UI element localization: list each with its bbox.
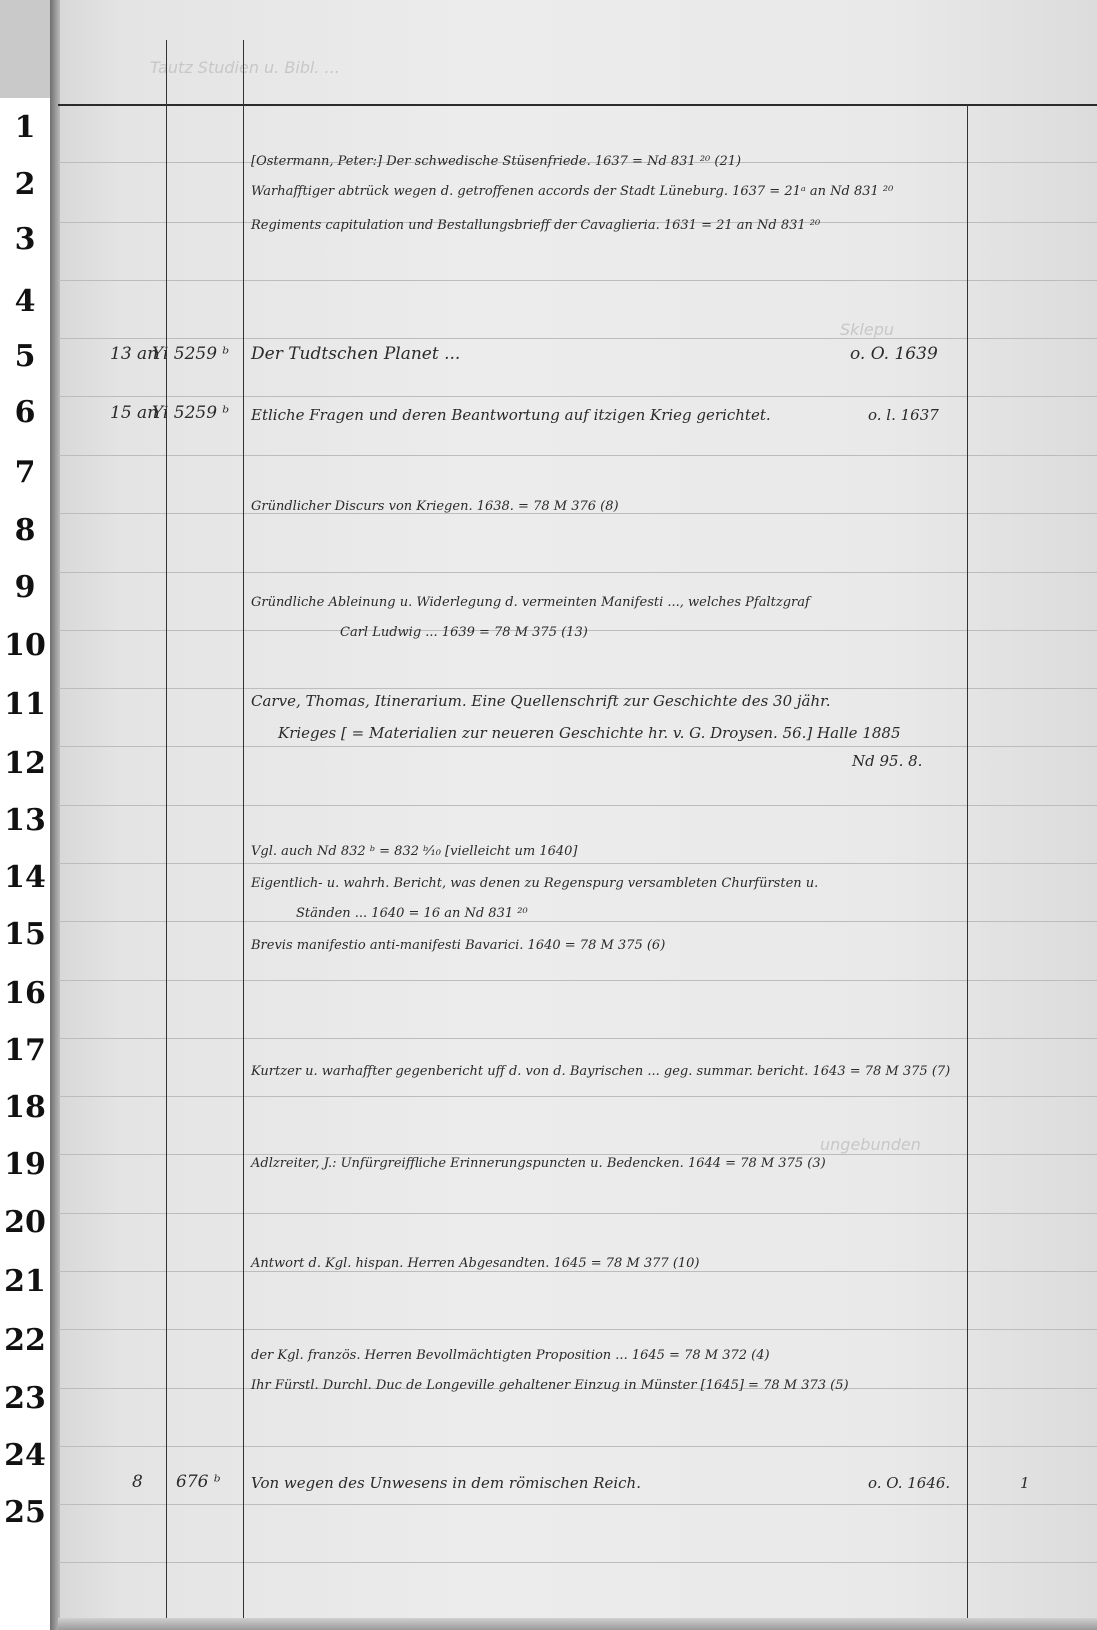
entry-date: o. l. 1637 [868,406,939,424]
ledger-line [58,1038,1097,1039]
catalog-entry: Adlzreiter, J.: Unfürgreiffliche Erinnerungspuncten u. Bedencken. 1644 = 78 M 375 (3) [251,1156,826,1171]
ledger-line [58,338,1097,339]
line-number: 20 [4,1205,46,1240]
shelfmark: Yi 5259 ᵇ [152,403,230,423]
entry-date: o. O. 1639 [850,344,938,364]
catalog-entry: der Kgl. französ. Herren Bevollmächtigten Proposition ... 1645 = 78 M 372 (4) [251,1348,770,1363]
line-number: 10 [4,628,46,663]
catalog-entry: Vgl. auch Nd 832 ᵇ = 832 ᵇ⁄₁₀ [vielleicht um 1640] [251,844,578,859]
line-number: 8 [14,513,36,548]
ledger-line [58,1271,1097,1272]
copy-count: 1 [1020,1474,1030,1492]
line-number: 1 [14,110,36,145]
line-number: 17 [4,1033,46,1068]
catalog-entry: Carl Ludwig ... 1639 = 78 M 375 (13) [340,625,588,640]
catalog-entry: Nd 95. 8. [852,752,923,770]
catalog-entry: Antwort d. Kgl. hispan. Herren Abgesandten. 1645 = 78 M 377 (10) [251,1256,700,1271]
line-number: 24 [4,1438,46,1473]
line-number: 6 [14,395,36,430]
ledger-line [58,1096,1097,1097]
ledger-line [58,980,1097,981]
catalog-entry: Eigentlich- u. wahrh. Bericht, was denen zu Regenspurg versambleten Churfürsten u. [251,876,819,891]
ledger-line [58,1213,1097,1214]
catalog-entry: Kurtzer u. warhaffter gegenbericht uff d. von d. Bayrischen ... geg. summar. bericht. 1643 = 78 M 375 (7) [251,1064,951,1079]
shelfmark: 676 ᵇ [176,1472,221,1492]
ledger-line [58,688,1097,689]
line-number: 14 [4,860,46,895]
line-number: 15 [4,917,46,952]
line-number: 13 [4,803,46,838]
catalog-entry: Gründlicher Discurs von Kriegen. 1638. = 78 M 376 (8) [251,499,619,514]
catalog-entry: Regiments capitulation und Bestallungsbrieff der Cavaglieria. 1631 = 21 an Nd 831 ²⁰ [251,218,821,233]
page-bottom-edge [58,1618,1097,1630]
ledger-line [58,1446,1097,1447]
line-number: 9 [14,570,36,605]
line-number-column [0,98,50,1630]
ledger-line [58,746,1097,747]
catalog-entry: [Ostermann, Peter:] Der schwedische Stüsenfriede. 1637 = Nd 831 ²⁰ (21) [251,154,742,169]
catalog-entry: Etliche Fragen und deren Beantwortung auf itzigen Krieg gerichtet. [251,406,771,424]
catalog-entry: Gründliche Ableinung u. Widerlegung d. vermeinten Manifesti ..., welches Pfaltzgraf [251,595,810,610]
catalog-entry: Ihr Fürstl. Durchl. Duc de Longeville gehaltener Einzug in Münster [1645] = 78 M 373 (5) [251,1378,849,1393]
ledger-line [58,280,1097,281]
line-number: 19 [4,1147,46,1182]
ledger-line [58,396,1097,397]
catalog-entry: Der Tudtschen Planet ... [251,344,461,364]
line-number: 25 [4,1495,46,1530]
bleedthrough-header: Tautz Studien u. Bibl. ... [150,58,340,77]
column-divider [967,104,968,1618]
column-divider [243,40,244,1618]
entry-date: o. O. 1646. [868,1474,951,1492]
ledger-header-rule [58,104,1097,106]
catalog-entry: Carve, Thomas, Itinerarium. Eine Quellenschrift zur Geschichte des 30 jähr. [251,692,831,710]
line-number: 16 [4,976,46,1011]
ledger-line [58,921,1097,922]
catalog-entry: Brevis manifestio anti-manifesti Bavarici. 1640 = 78 M 375 (6) [251,938,666,953]
catalog-entry: Von wegen des Unwesens in dem römischen Reich. [251,1474,641,1492]
bleedthrough-text: ungebunden [820,1135,921,1154]
line-number: 18 [4,1090,46,1125]
line-number: 21 [4,1264,46,1299]
line-number: 5 [14,339,36,374]
ledger-line [58,863,1097,864]
ledger-line [58,805,1097,806]
line-number: 22 [4,1323,46,1358]
line-number: 7 [14,455,36,490]
line-number: 12 [4,746,46,781]
catalog-entry: Warhafftiger abtrück wegen d. getroffenen accords der Stadt Lüneburg. 1637 = 21ᵃ an Nd 831 ²⁰ [251,184,894,199]
ledger-line [58,1329,1097,1330]
page-binding-edge [50,0,60,1630]
line-number: 4 [14,284,36,319]
entry-number: 13 an [110,344,159,364]
line-number: 11 [4,687,46,722]
ledger-line [58,455,1097,456]
ledger-line [58,1504,1097,1505]
line-number: 23 [4,1381,46,1416]
catalog-entry: Krieges [ = Materialien zur neueren Geschichte hr. v. G. Droysen. 56.] Halle 1885 [278,724,901,742]
column-divider [166,40,167,1618]
entry-number: 15 an [110,403,159,423]
ledger-line [58,1154,1097,1155]
line-number: 2 [14,167,36,202]
bleedthrough-text: Sklepu [840,320,895,339]
entry-number: 8 [132,1472,143,1492]
shelfmark: Yi 5259 ᵇ [152,344,230,364]
ledger-line [58,1562,1097,1563]
ledger-line [58,572,1097,573]
line-number: 3 [14,222,36,257]
catalog-entry: Ständen ... 1640 = 16 an Nd 831 ²⁰ [296,906,528,921]
